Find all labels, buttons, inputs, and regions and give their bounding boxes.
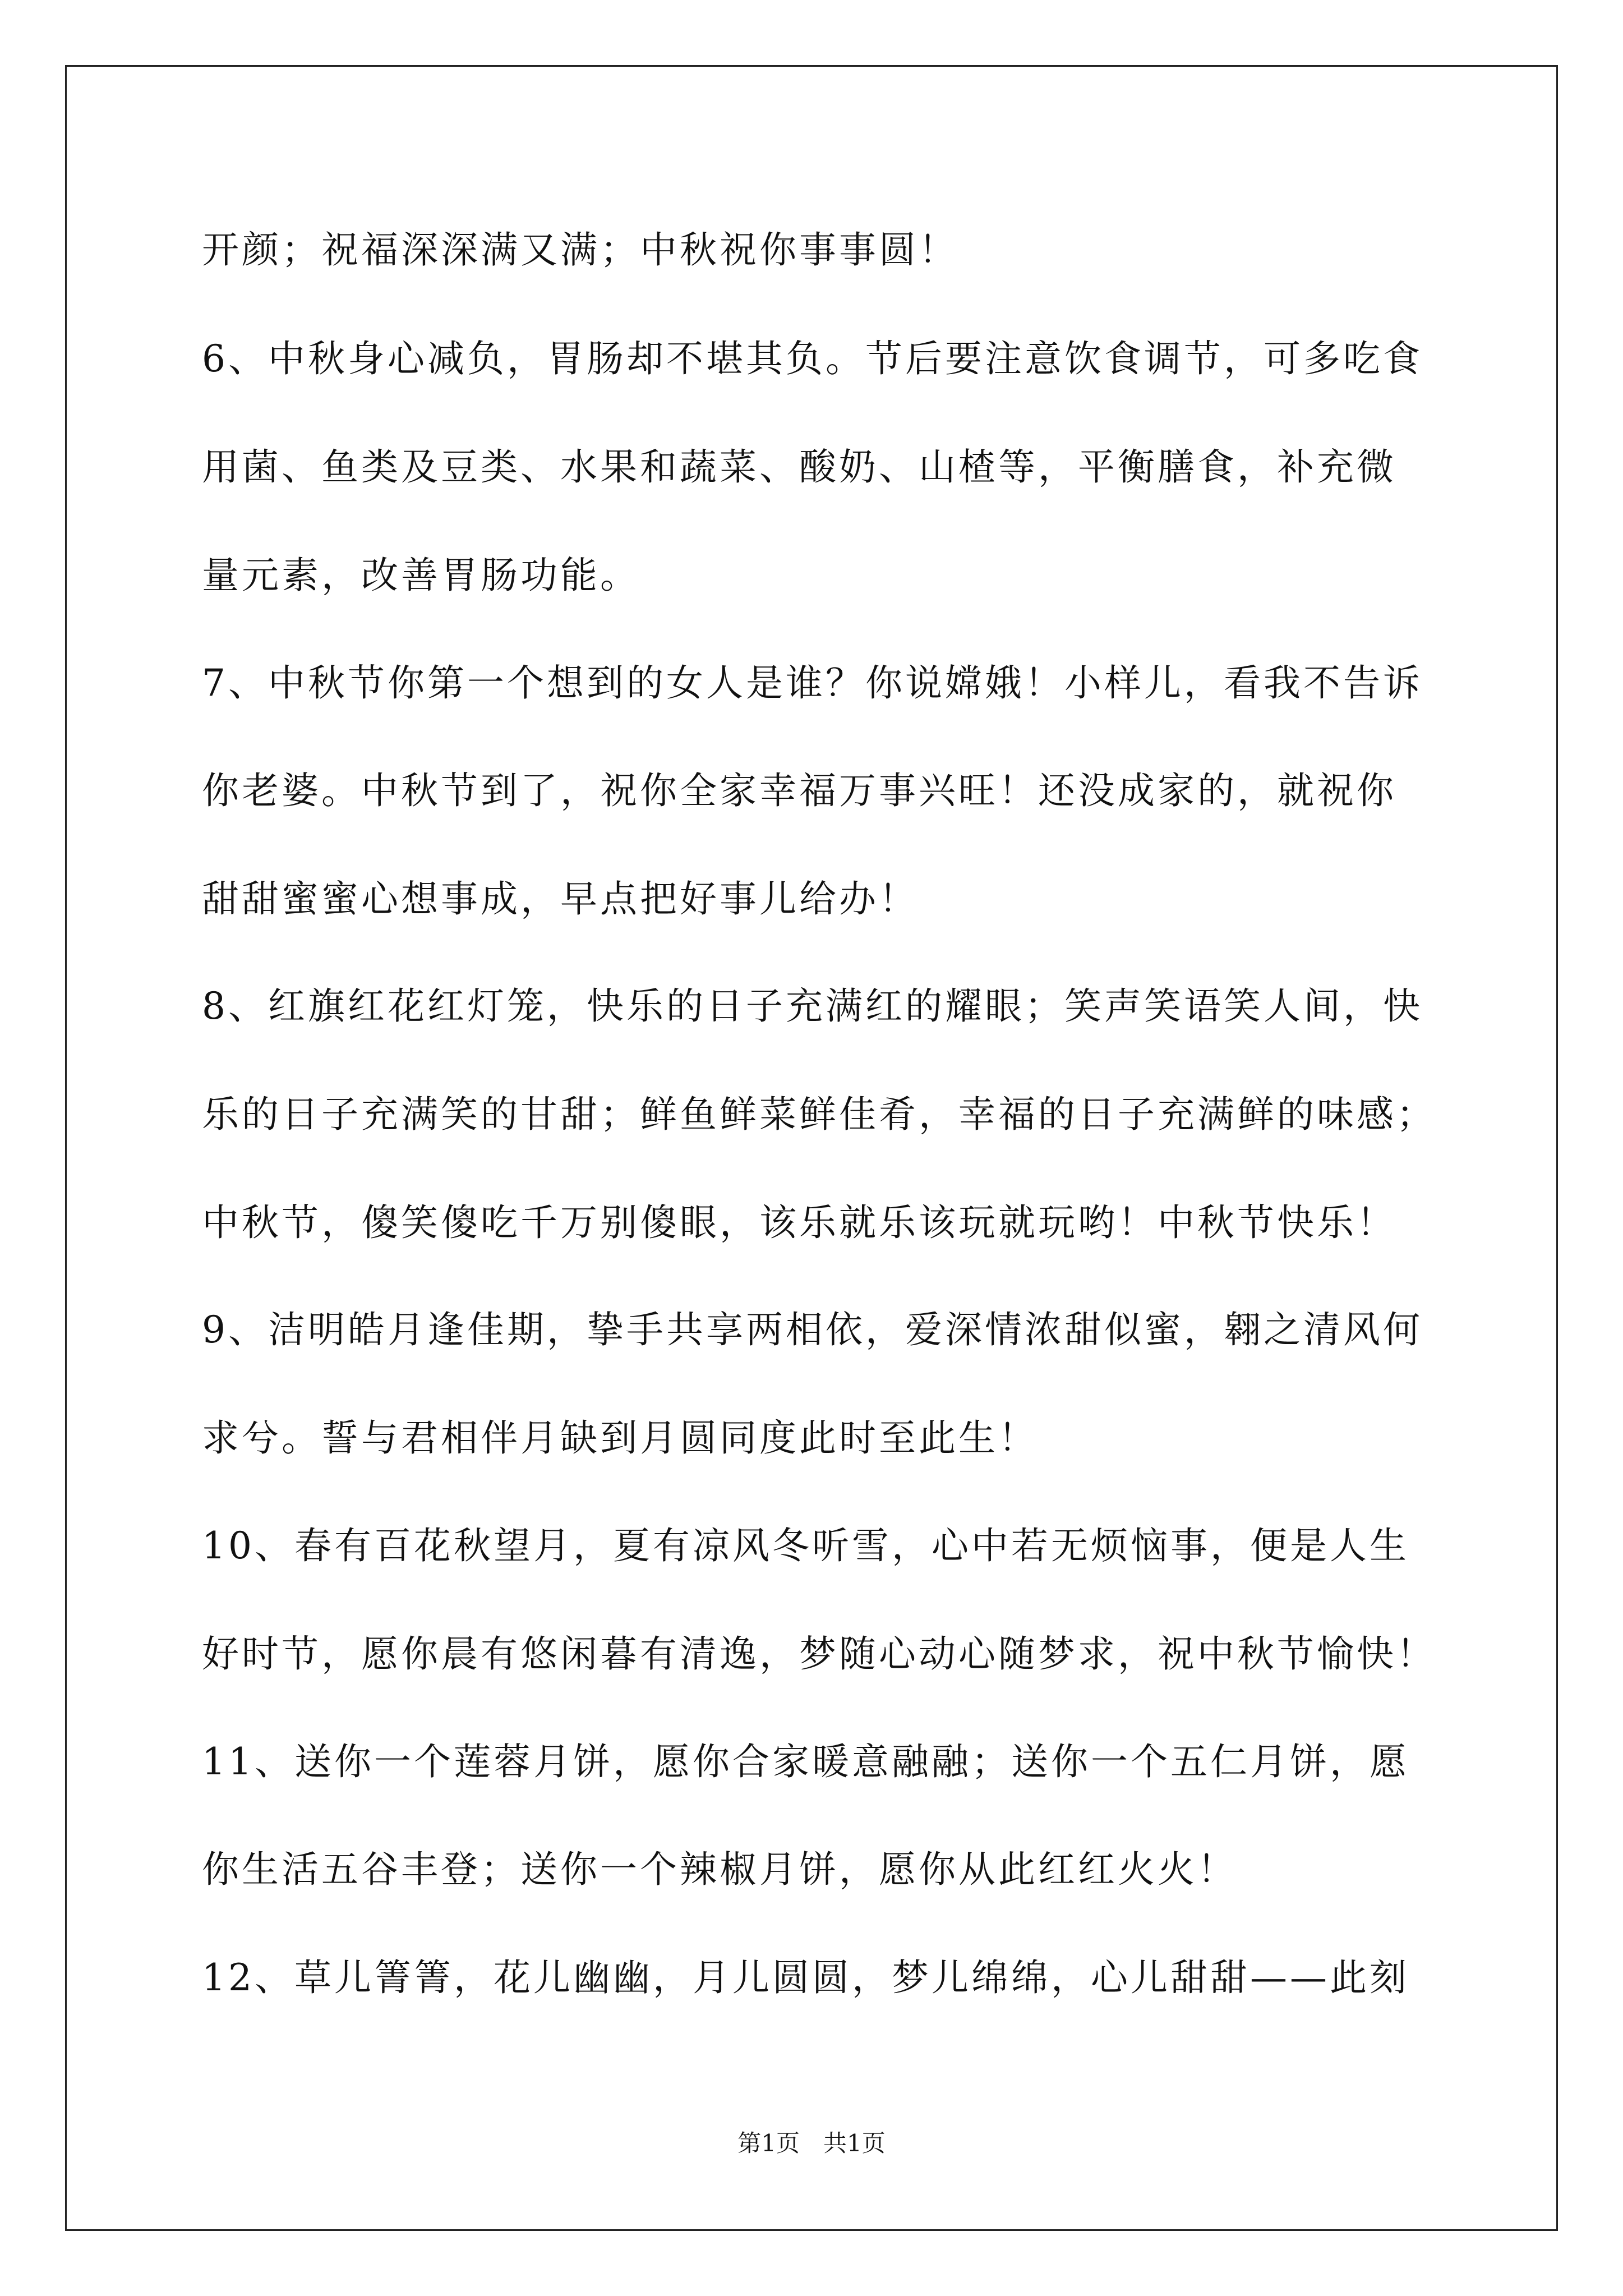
text-line: 用菌、鱼类及豆类、水果和蔬菜、酸奶、山楂等，平衡膳食，补充微 [202,445,1396,489]
text-line: 求兮。誓与君相伴月缺到月圆同度此时至此生！ [202,1416,1038,1460]
text-line: 好时节，愿你晨有悠闲暮有清逸，梦随心动心随梦求，祝中秋节愉快！ [202,1632,1436,1676]
text-line: 11、送你一个莲蓉月饼，愿你合家暖意融融；送你一个五仁月饼，愿 [202,1740,1409,1783]
text-line: 中秋节，傻笑傻吃千万别傻眼，该乐就乐该玩就玩哟！中秋节快乐！ [202,1201,1396,1244]
text-line: 你老婆。中秋节到了，祝你全家幸福万事兴旺！还没成家的，就祝你 [202,769,1396,812]
text-line: 6、中秋身心减负，胃肠却不堪其负。节后要注意饮食调节，可多吃食 [202,337,1423,380]
text-line: 甜甜蜜蜜心想事成，早点把好事儿给办！ [202,877,919,921]
text-line: 7、中秋节你第一个想到的女人是谁？你说嫦娥！小样儿，看我不告诉 [202,661,1423,705]
text-line: 8、红旗红花红灯笼，快乐的日子充满红的耀眼；笑声笑语笑人间，快 [202,984,1423,1028]
text-line: 10、春有百花秋望月，夏有凉风冬听雪，心中若无烦恼事，便是人生 [202,1524,1409,1567]
page-border [65,65,1558,2231]
text-line: 你生活五谷丰登；送你一个辣椒月饼，愿你从此红红火火！ [202,1848,1237,1891]
text-line: 量元素，改善胃肠功能。 [202,554,640,597]
text-line: 9、洁明皓月逢佳期，挚手共享两相依，爱深情浓甜似蜜，翱之清风何 [202,1308,1423,1351]
text-line: 乐的日子充满笑的甘甜；鲜鱼鲜菜鲜佳肴，幸福的日子充满鲜的味感； [202,1093,1436,1136]
page-number-footer: 第1页 共1页 [737,2129,886,2157]
text-line: 开颜；祝福深深满又满；中秋祝你事事圆！ [202,228,958,272]
text-line: 12、草儿箐箐，花儿幽幽，月儿圆圆，梦儿绵绵，心儿甜甜——此刻 [202,1956,1409,1999]
